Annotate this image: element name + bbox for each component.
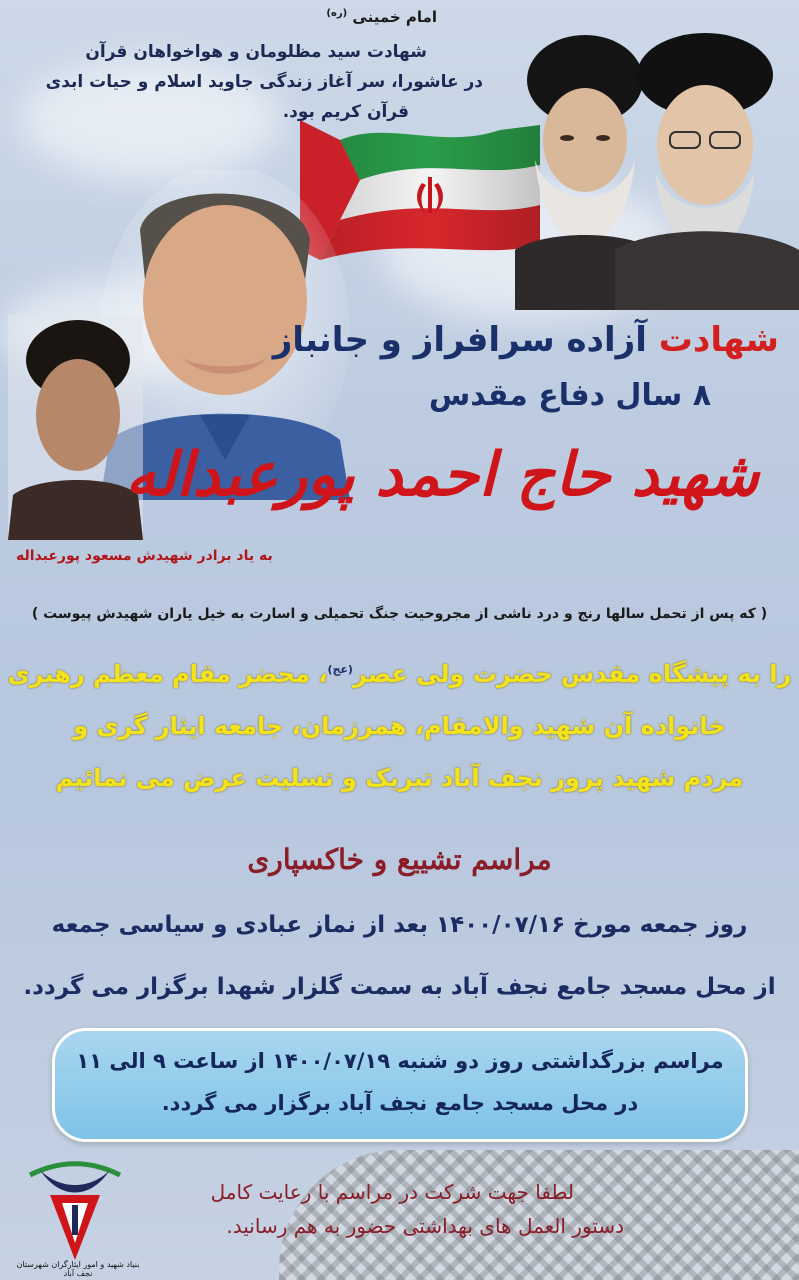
ceremony-line: روز جمعه مورخ ۱۴۰۰/۰۷/۱۶ بعد از نماز عبادی و سیاسی جمعه [51, 912, 748, 938]
memorial-line: در محل مسجد جامع نجف آباد برگزار می گردد. [161, 1091, 639, 1115]
ceremony-line: از محل مسجد جامع نجف آباد به سمت گلزار شهدا برگزار می گردد. [23, 974, 776, 1000]
footer-line: لطفا جهت شرکت در مراسم با رعایت کامل [210, 1180, 574, 1204]
condolence-line: مردم شهید پرور نجف آباد تبریک و تسلیت عرض می نمائیم [55, 764, 744, 792]
bonyad-shahid-logo-icon [20, 1155, 130, 1270]
logo-caption: بنیاد شهید و امور ایثارگران شهرستان نجف آباد [16, 1260, 140, 1278]
condolence-line: را به پیشگاه مقدس حضرت ولی عصر$^{(عج)}$، محضر مقام معظم رهبری [7, 660, 792, 688]
footer-line: دستور العمل های بهداشتی حضور به هم رسانید. [226, 1214, 624, 1238]
quote-line: در عاشورا، سر آغاز زندگی جاوید اسلام و حیات ابدی [45, 72, 483, 92]
headline-line2: ۸ سال دفاع مقدس [428, 378, 711, 413]
memorial-box [52, 1028, 748, 1142]
leader-khamenei-portrait [615, 20, 799, 310]
biography-note: ( که پس از تحمل سالها رنج و درد ناشی از مجروحیت جنگ تحمیلی و اسارت به خیل یاران شهیدش پیوست ) [31, 606, 768, 622]
condolence-line: خانواده آن شهید والامقام، همرزمان، جامعه ایثار گری و [73, 712, 726, 740]
martyr-name: شهید حاج احمد پورعبداله [125, 440, 759, 510]
ceremony-title: مراسم تشییع و خاکسپاری [247, 843, 552, 876]
brother-portrait [8, 315, 143, 540]
quote-line: شهادت سید مظلومان و هواخواهان قرآن [85, 42, 427, 62]
headline-line1: شهادت آزاده سرافراز و جانباز [272, 320, 779, 360]
brother-caption: به یاد برادر شهیدش مسعود پورعبداله [16, 548, 273, 564]
quote-line: قرآن کریم بود. [282, 102, 409, 122]
quote-author: امام خمینی $^{(ره)}$ [326, 8, 437, 26]
memorial-line: مراسم بزرگداشتی روز دو شنبه ۱۴۰۰/۰۷/۱۹ از ساعت ۹ الی ۱۱ [76, 1049, 724, 1073]
